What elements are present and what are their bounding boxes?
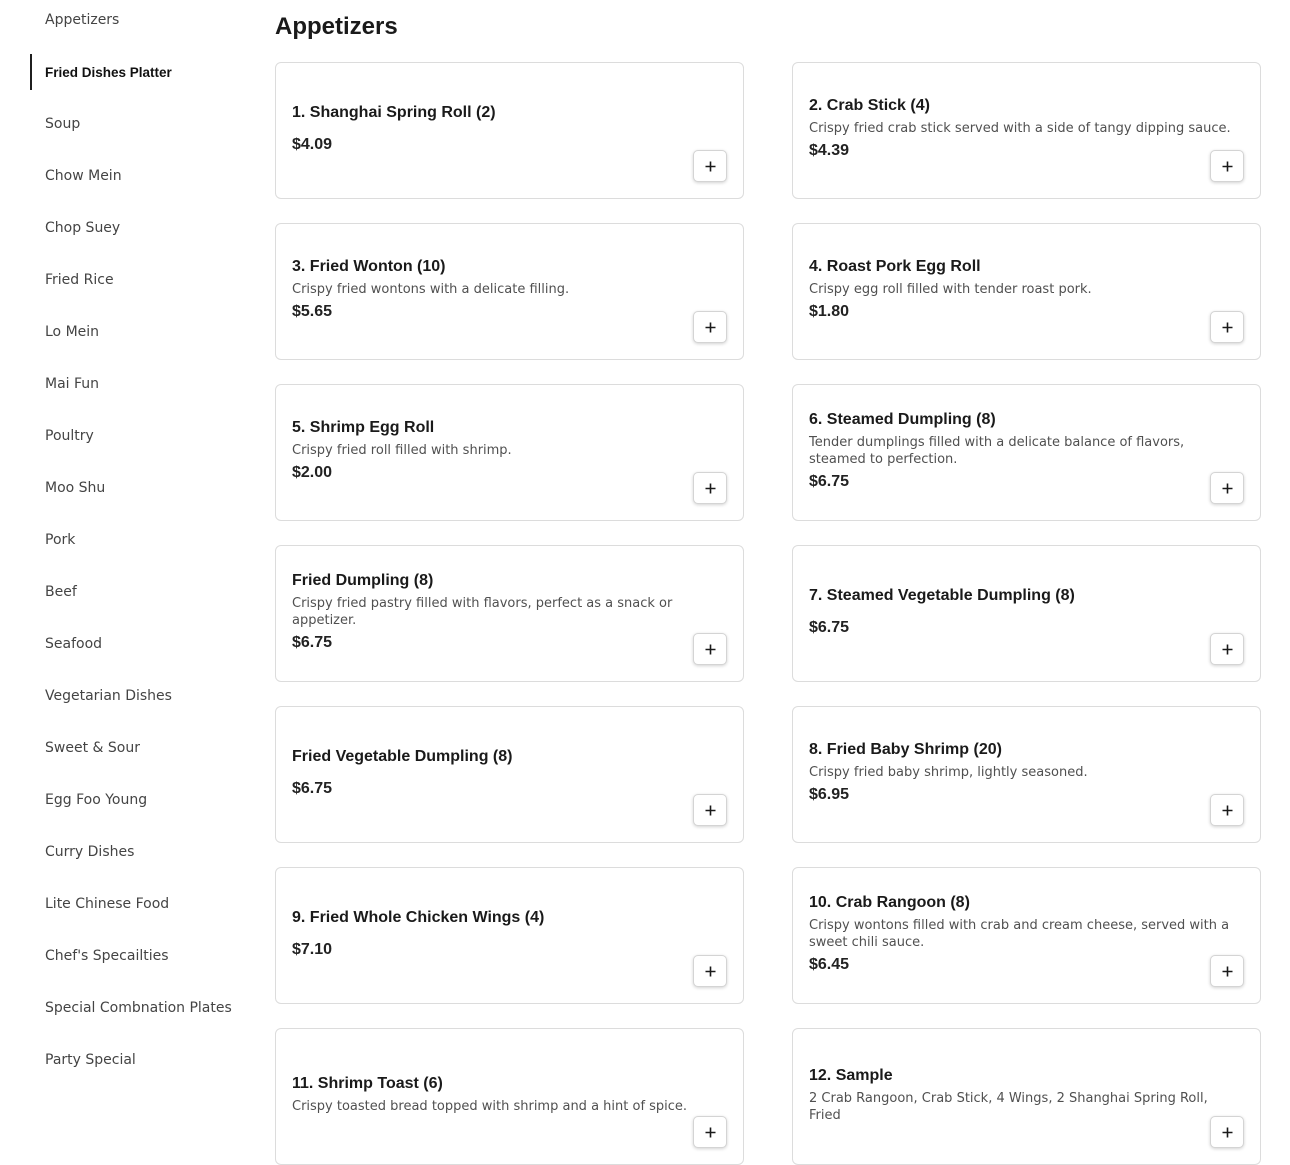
menu-item-description: Crispy fried wontons with a delicate filling.: [292, 282, 570, 297]
menu-item-card[interactable]: [275, 62, 744, 199]
menu-item-description: Crispy fried baby shrimp, lightly seasoned.: [809, 765, 1088, 780]
sidebar-item-label: Chop Suey: [45, 220, 121, 236]
sidebar-item-label: Beef: [45, 584, 77, 600]
add-to-cart-button[interactable]: [1210, 794, 1244, 826]
menu-item-name: 7. Steamed Vegetable Dumpling (8): [809, 586, 1075, 604]
add-to-cart-button[interactable]: [1210, 472, 1244, 504]
menu-item-card[interactable]: [792, 384, 1261, 521]
add-to-cart-button[interactable]: [693, 311, 727, 343]
menu-item-price: $6.95: [809, 786, 850, 803]
sidebar-item-chef-s-specailties[interactable]: [30, 938, 230, 974]
sidebar-item-label: Moo Shu: [45, 480, 106, 496]
plus-icon: [705, 966, 716, 977]
add-to-cart-button[interactable]: [1210, 955, 1244, 987]
menu-item-name: 3. Fried Wonton (10): [292, 258, 446, 275]
menu-item-name: 2. Crab Stick (4): [809, 97, 930, 114]
menu-item-card[interactable]: [275, 867, 744, 1004]
menu-item-name: 5. Shrimp Egg Roll: [292, 419, 435, 436]
sidebar-item-label: Seafood: [45, 636, 103, 652]
sidebar-item-label: Curry Dishes: [45, 844, 135, 860]
menu-item-price: $4.39: [809, 142, 850, 159]
menu-item-description: Crispy fried crab stick served with a side of tangy dipping sauce.: [809, 121, 1231, 136]
plus-icon: [1222, 805, 1233, 816]
menu-item-description: Crispy fried roll filled with shrimp.: [292, 443, 512, 458]
menu-item-description: Crispy egg roll filled with tender roast pork.: [809, 282, 1092, 297]
sidebar-item-label: Pork: [45, 532, 76, 548]
menu-item-info: [292, 707, 727, 842]
plus-icon: [1222, 322, 1233, 333]
plus-icon: [705, 644, 716, 655]
menu-item-name: 12. Sample: [809, 1066, 893, 1084]
menu-item-price: $6.75: [292, 779, 333, 797]
menu-item-name: 8. Fried Baby Shrimp (20): [809, 741, 1002, 758]
menu-item-card[interactable]: [275, 384, 744, 521]
menu-item-info: [292, 868, 727, 1003]
menu-item-info: [292, 546, 727, 681]
menu-item-price: $6.75: [809, 472, 850, 490]
sidebar-item-lite-chinese-food[interactable]: [30, 886, 230, 922]
add-to-cart-button[interactable]: [693, 794, 727, 826]
sidebar-item-poultry[interactable]: [30, 418, 230, 454]
sidebar-item-label: Fried Dishes Platter: [45, 64, 172, 80]
add-to-cart-button[interactable]: [693, 1116, 727, 1148]
section-title: Appetizers: [275, 13, 398, 40]
menu-item-name: Fried Vegetable Dumpling (8): [292, 747, 513, 765]
menu-item-card[interactable]: [792, 1028, 1261, 1165]
menu-item-price: $4.09: [292, 135, 333, 153]
sidebar-item-label: Special Combnation Plates: [45, 1000, 232, 1016]
sidebar-item-label: Mai Fun: [45, 376, 100, 392]
menu-item-name: Fried Dumpling (8): [292, 571, 434, 589]
menu-item-info: [809, 707, 1244, 842]
sidebar-item-label: Chow Mein: [45, 168, 122, 184]
plus-icon: [705, 483, 716, 494]
add-to-cart-button[interactable]: [1210, 1116, 1244, 1148]
sidebar-item-party-special[interactable]: [30, 1042, 230, 1078]
menu-item-description: Crispy fried pastry filled with flavors, perfect as a snack or appetizer.: [292, 595, 673, 628]
sidebar-item-vegetarian-dishes[interactable]: [30, 678, 230, 714]
plus-icon: [705, 1127, 716, 1138]
menu-item-name: 4. Roast Pork Egg Roll: [809, 258, 981, 275]
sidebar-item-label: Egg Foo Young: [45, 792, 148, 808]
plus-icon: [705, 322, 716, 333]
menu-item-name: 10. Crab Rangoon (8): [809, 893, 970, 911]
menu-item-name: 11. Shrimp Toast (6): [292, 1075, 443, 1092]
menu-item-info: [809, 63, 1244, 198]
sidebar-item-label: Vegetarian Dishes: [45, 688, 172, 704]
sidebar-item-chop-suey[interactable]: [30, 210, 230, 246]
menu-item-card[interactable]: [275, 223, 744, 360]
menu-item-info: [292, 224, 727, 359]
menu-item-description: Tender dumplings filled with a delicate balance of flavors, steamed to perfection.: [809, 434, 1185, 467]
sidebar-item-label: Lo Mein: [45, 324, 100, 340]
menu-item-description: Crispy wontons filled with crab and cream cheese, served with a sweet chili sauce.: [809, 917, 1230, 950]
add-to-cart-button[interactable]: [1210, 150, 1244, 182]
add-to-cart-button[interactable]: [693, 955, 727, 987]
plus-icon: [1222, 483, 1233, 494]
sidebar-item-curry-dishes[interactable]: [30, 834, 230, 870]
menu-item-card[interactable]: [792, 706, 1261, 843]
menu-item-description: Crispy toasted bread topped with shrimp and a hint of spice.: [292, 1099, 688, 1114]
plus-icon: [1222, 644, 1233, 655]
menu-item-card[interactable]: [275, 545, 744, 682]
menu-item-info: [292, 63, 727, 198]
menu-item-info: [809, 385, 1244, 520]
sidebar-item-chow-mein[interactable]: [30, 158, 230, 194]
sidebar-item-egg-foo-young[interactable]: [30, 782, 230, 818]
menu-item-card[interactable]: [792, 867, 1261, 1004]
menu-item-price: $5.65: [292, 303, 333, 320]
sidebar-item-mai-fun[interactable]: [30, 366, 230, 402]
menu-item-name: 6. Steamed Dumpling (8): [809, 410, 996, 428]
category-sidebar: [0, 0, 230, 1095]
sidebar-item-fried-dishes-platter[interactable]: [30, 54, 230, 90]
sidebar-item-seafood[interactable]: [30, 626, 230, 662]
menu-item-price: $6.45: [809, 955, 850, 973]
add-to-cart-button[interactable]: [693, 472, 727, 504]
sidebar-item-label: Chef's Specailties: [45, 948, 169, 964]
sidebar-item-label: Sweet & Sour: [45, 740, 140, 756]
sidebar-item-pork[interactable]: [30, 522, 230, 558]
menu-item-info: [292, 1029, 727, 1164]
sidebar-item-beef[interactable]: [30, 574, 230, 610]
menu-item-price: $7.10: [292, 940, 333, 958]
sidebar-item-soup[interactable]: [30, 106, 230, 142]
menu-item-description: 2 Crab Rangoon, Crab Stick, 4 Wings, 2 Shanghai Spring Roll, Fried: [809, 1090, 1208, 1123]
sidebar-item-fried-rice[interactable]: [30, 262, 230, 298]
menu-item-card[interactable]: [792, 223, 1261, 360]
menu-item-info: [809, 1029, 1244, 1164]
sidebar-item-special-combnation-plates[interactable]: [30, 990, 230, 1026]
menu-item-info: [809, 546, 1244, 681]
plus-icon: [705, 161, 716, 172]
plus-icon: [1222, 161, 1233, 172]
sidebar-item-label: Poultry: [45, 428, 94, 444]
menu-main: [275, 0, 1265, 1123]
menu-item-card[interactable]: [275, 1028, 744, 1165]
plus-icon: [1222, 1127, 1233, 1138]
menu-item-price: $1.80: [809, 303, 850, 320]
menu-item-price: $6.75: [809, 618, 850, 636]
menu-item-card[interactable]: [792, 62, 1261, 199]
menu-item-info: [809, 224, 1244, 359]
add-to-cart-button[interactable]: [1210, 311, 1244, 343]
menu-item-name: 9. Fried Whole Chicken Wings (4): [292, 908, 545, 926]
sidebar-item-appetizers[interactable]: [30, 2, 230, 38]
add-to-cart-button[interactable]: [693, 150, 727, 182]
sidebar-item-label: Appetizers: [45, 12, 120, 28]
sidebar-item-label: Fried Rice: [45, 272, 114, 288]
sidebar-item-label: Party Special: [45, 1052, 136, 1068]
menu-item-name: 1. Shanghai Spring Roll (2): [292, 103, 496, 121]
sidebar-item-moo-shu[interactable]: [30, 470, 230, 506]
menu-item-info: [292, 385, 727, 520]
add-to-cart-button[interactable]: [1210, 633, 1244, 665]
sidebar-item-label: Lite Chinese Food: [45, 896, 170, 912]
menu-item-price: $2.00: [292, 464, 333, 481]
plus-icon: [705, 805, 716, 816]
add-to-cart-button[interactable]: [693, 633, 727, 665]
plus-icon: [1222, 966, 1233, 977]
menu-item-price: $6.75: [292, 633, 333, 651]
menu-item-card[interactable]: [275, 706, 744, 843]
sidebar-item-sweet-sour[interactable]: [30, 730, 230, 766]
menu-item-info: [809, 868, 1244, 1003]
sidebar-item-lo-mein[interactable]: [30, 314, 230, 350]
sidebar-item-label: Soup: [45, 116, 81, 132]
menu-item-card[interactable]: [792, 545, 1261, 682]
